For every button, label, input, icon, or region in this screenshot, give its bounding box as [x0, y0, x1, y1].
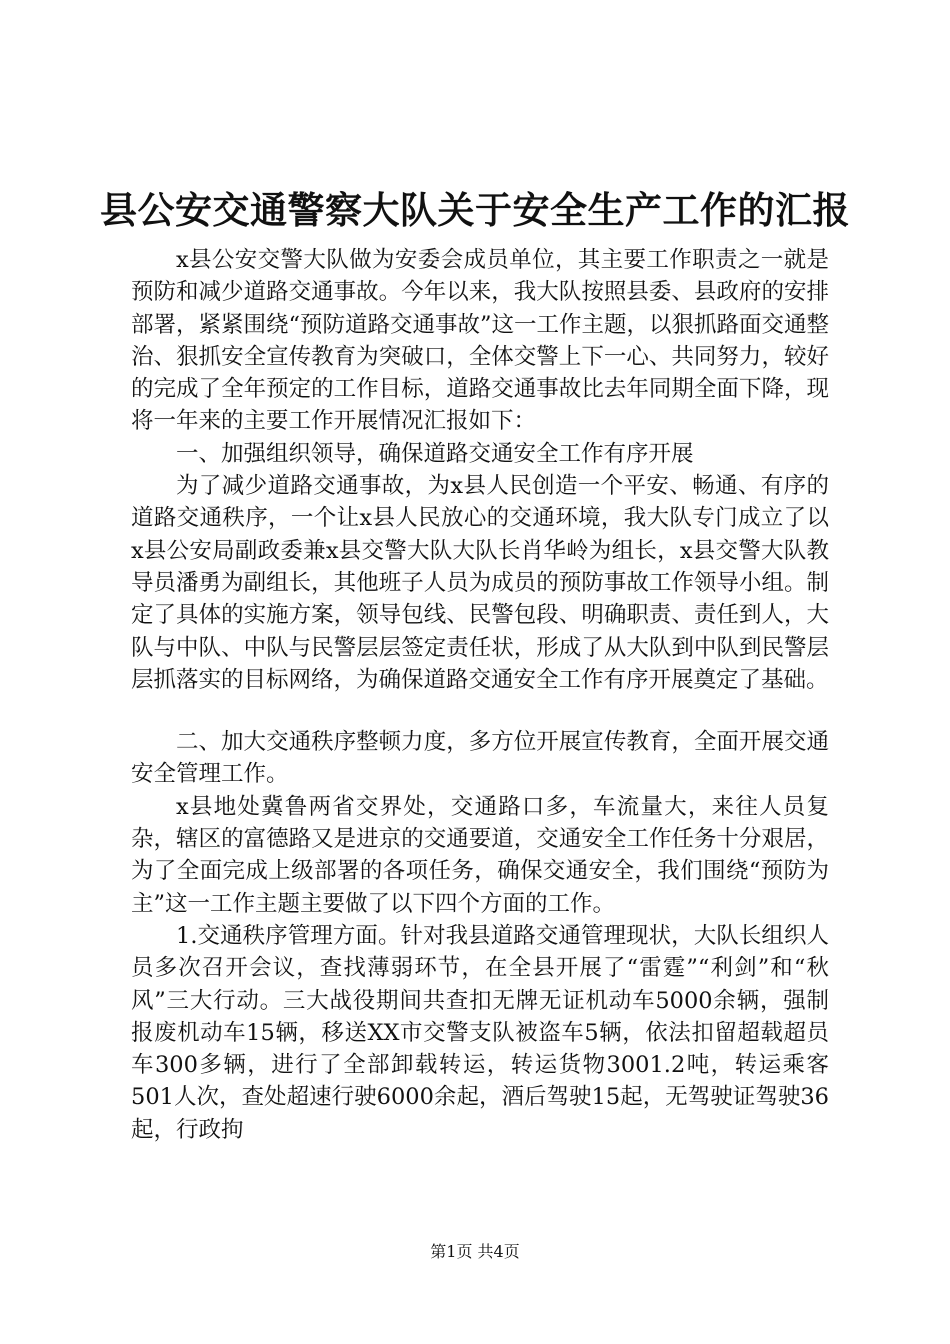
paragraph-section-2: x县地处冀鲁两省交界处，交通路口多，车流量大，来往人员复杂，辖区的富德路又是进京的交通要道，交通安全工作任务十分艰居，为了全面完成上级部署的各项任务，确保交通安全，我们围绕“预防为主”这一工作主题主要做了以下四个方面的工作。 — [131, 793, 829, 917]
paragraph-section-1: 为了减少道路交通事故，为x县人民创造一个平安、畅通、有序的道路交通秩序，一个让x县人民放心的交通环境，我大队专门成立了以x县公安局副政委兼x县交警大队大队长肖华岭为组长，x县交警大队教导员潘勇为副组长，其他班子人员为成员的预防事故工作领导小组。制定了具体的实施方案，领导包线、民警包段、明确职责、责任到人，大队与中队、中队与民警层层签定责任状，形成了从大队到中队到民警层层抓落实的目标网络，为确保道路交通安全工作有序开展奠定了基础。 — [131, 473, 829, 693]
document-title: 县公安交通警察大队关于安全生产工作的汇报 — [100, 188, 850, 232]
paragraph-item-1: 1.交通秩序管理方面。针对我县道路交通管理现状，大队长组织人员多次召开会议，查找薄弱环节，在全县开展了“雷霆”“利剑”和“秋风”三大行动。三大战役期间共查扣无牌无证机动车5000余辆，强制报废机动车15辆，移送XX市交警支队被盗车5辆，依法扣留超载超员车300多辆，进行了全部卸载转运，转运货物3001.2吨，转运乘客501人次，查处超速行驶6000余起，酒后驾驶15起，无驾驶证驾驶36起，行政拘 — [131, 922, 829, 1143]
section-heading-1: 一、加强组织领导，确保道路交通安全工作有序开展 — [176, 440, 694, 467]
page-number-footer: 第1页 共4页 — [430, 1242, 520, 1261]
section-heading-2: 二、加大交通秩序整顿力度，多方位开展宣传教育，全面开展交通安全管理工作。 — [131, 729, 829, 788]
document-body — [131, 244, 829, 1146]
paragraph-intro: x县公安交警大队做为安委会成员单位，其主要工作职责之一就是预防和减少道路交通事故。今年以来，我大队按照县委、县政府的安排部署，紧紧围绕“预防道路交通事故”这一工作主题，以狠抓路面交通整治、狠抓安全宣传教育为突破口，全体交警上下一心、共同努力，较好的完成了全年预定的工作目标，道路交通事故比去年同期全面下降，现将一年来的主要工作开展情况汇报如下： — [131, 247, 830, 435]
